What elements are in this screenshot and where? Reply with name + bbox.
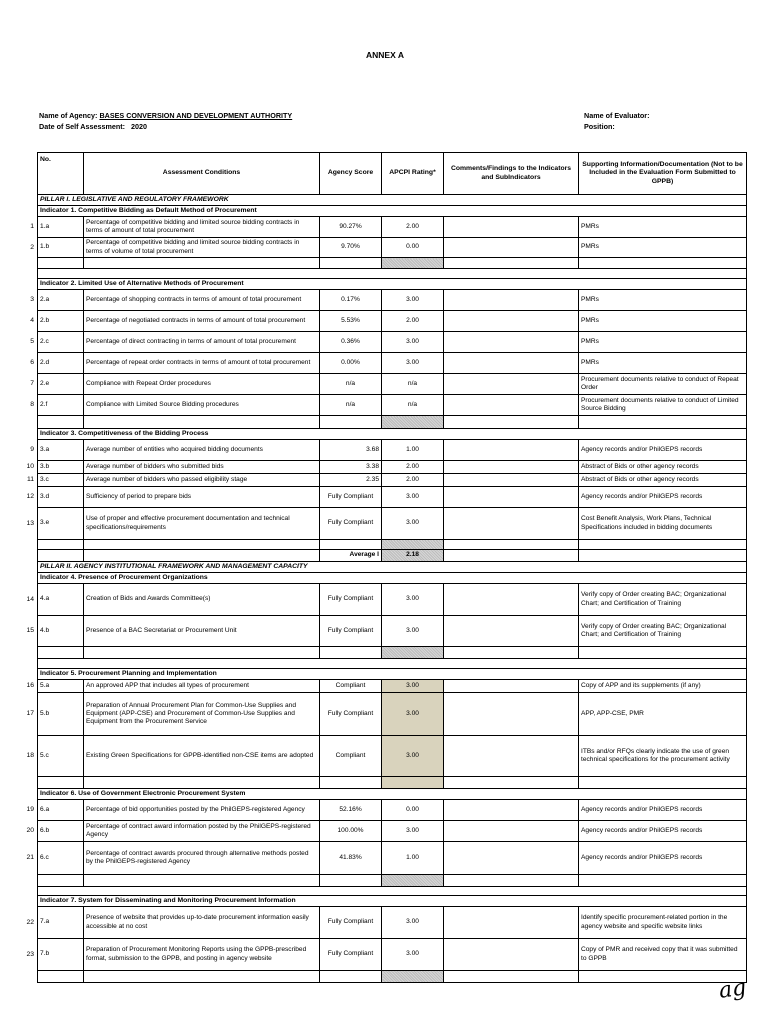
row-condition: Preparation of Annual Procurement Plan for Common-Use Supplies and Equipment (APP-CSE) and Procurement of Common-Use Supplies and Equipment from the Procurement Service <box>84 693 320 736</box>
row-code: 2.a <box>38 290 84 311</box>
indicator-7-title: Indicator 7. System for Disseminating and Monitoring Procurement Information <box>38 896 747 907</box>
header-comments: Comments/Findings to the Indicators and SubIndicators <box>444 153 579 195</box>
row-code: 3.e <box>38 508 84 540</box>
row-comments <box>444 311 579 332</box>
row-number: 3 <box>30 296 34 303</box>
row-supporting-info: PMRs <box>579 217 747 238</box>
row-apcpi-rating: 3.00 <box>382 353 444 374</box>
header-rating: APCPI Rating* <box>382 153 444 195</box>
row-number: 22 <box>26 918 34 926</box>
row-agency-score: Fully Compliant <box>320 939 382 971</box>
row-agency-score: 90.27% <box>320 217 382 238</box>
row-code: 1.a <box>38 217 84 238</box>
row-comments <box>444 395 579 416</box>
row-condition: Percentage of competitive bidding and limited source bidding contracts in terms of amount of total procurement <box>84 217 320 238</box>
row-supporting-info: PMRs <box>579 353 747 374</box>
row-comments <box>444 353 579 374</box>
indicator-6-title: Indicator 6. Use of Government Electronic Procurement System <box>38 789 747 800</box>
indicator-2-title: Indicator 2. Limited Use of Alternative Methods of Procurement <box>38 279 747 290</box>
row-apcpi-rating: n/a <box>382 395 444 416</box>
row-agency-score: 2.35 <box>320 474 382 487</box>
row-supporting-info: APP, APP-CSE, PMR <box>579 693 747 736</box>
row-number: 10 <box>26 463 34 470</box>
table-row <box>38 616 747 647</box>
row-supporting-info: Copy of APP and its supplements (if any) <box>579 680 747 693</box>
row-condition: An approved APP that includes all types of procurement <box>84 680 320 693</box>
row-agency-score: 9.70% <box>320 238 382 258</box>
row-code: 2.e <box>38 374 84 395</box>
row-number: 7 <box>30 380 34 387</box>
row-number: 1 <box>30 223 34 230</box>
handwritten-initials: ag <box>717 975 748 1004</box>
row-comments <box>444 332 579 353</box>
row-condition: Percentage of direct contracting in terms of amount of total procurement <box>84 332 320 353</box>
row-code: 6.b <box>38 821 84 842</box>
row-agency-score: Compliant <box>320 736 382 777</box>
table-row <box>38 474 747 487</box>
row-number: 17 <box>26 710 34 717</box>
evaluator-meta <box>584 110 650 132</box>
row-code: 2.b <box>38 311 84 332</box>
table-row <box>38 217 747 238</box>
row-number: 5 <box>30 338 34 345</box>
row-code: 5.b <box>38 693 84 736</box>
agency-meta <box>39 110 292 132</box>
row-number: 11 <box>26 476 34 483</box>
row-code: 3.a <box>38 440 84 461</box>
row-number: 16 <box>26 682 34 689</box>
indicator-1-title: Indicator 1. Competitive Bidding as Default Method of Procurement <box>38 206 747 217</box>
row-condition: Percentage of contract awards procured through alternative methods posted by the PhilGEPS-registered Agency <box>84 842 320 875</box>
row-apcpi-rating: 3.00 <box>382 939 444 971</box>
row-apcpi-rating: 2.00 <box>382 474 444 487</box>
row-condition: Compliance with Repeat Order procedures <box>84 374 320 395</box>
table-row <box>38 508 747 540</box>
average-row <box>38 550 747 562</box>
row-number: 13 <box>26 519 34 527</box>
row-supporting-info: PMRs <box>579 311 747 332</box>
table-row <box>38 736 747 777</box>
row-agency-score: Fully Compliant <box>320 693 382 736</box>
header-conditions: Assessment Conditions <box>84 153 320 195</box>
row-comments <box>444 800 579 821</box>
row-number: 9 <box>30 446 34 453</box>
row-comments <box>444 680 579 693</box>
row-code: 5.a <box>38 680 84 693</box>
row-apcpi-rating: 2.00 <box>382 217 444 238</box>
table-row <box>38 332 747 353</box>
row-supporting-info: Procurement documents relative to conduct of Limited Source Bidding <box>579 395 747 416</box>
row-supporting-info: Copy of PMR and received copy that it was submitted to GPPB <box>579 939 747 971</box>
row-number: 23 <box>26 950 34 958</box>
row-comments <box>444 374 579 395</box>
row-apcpi-rating: 3.00 <box>382 508 444 540</box>
table-row <box>38 395 747 416</box>
table-row <box>38 939 747 971</box>
row-supporting-info: Verify copy of Order creating BAC; Organizational Chart; and Certification of Training <box>579 584 747 616</box>
row-apcpi-rating: 3.00 <box>382 487 444 508</box>
row-supporting-info: Procurement documents relative to conduct of Repeat Order <box>579 374 747 395</box>
assessment-table <box>37 152 747 983</box>
row-agency-score: 3.68 <box>320 440 382 461</box>
row-comments <box>444 842 579 875</box>
row-condition: Presence of a BAC Secretariat or Procurement Unit <box>84 616 320 647</box>
row-supporting-info: Abstract of Bids or other agency records <box>579 474 747 487</box>
table-row <box>38 907 747 939</box>
pillar-2-title: PILLAR II. AGENCY INSTITUTIONAL FRAMEWORK AND MANAGEMENT CAPACITY <box>38 562 747 573</box>
row-number: 6 <box>30 359 34 366</box>
row-code: 7.a <box>38 907 84 939</box>
row-comments <box>444 238 579 258</box>
row-supporting-info: Agency records and/or PhilGEPS records <box>579 821 747 842</box>
row-apcpi-rating: 3.00 <box>382 907 444 939</box>
annex-title: ANNEX A <box>366 50 404 60</box>
row-code: 7.b <box>38 939 84 971</box>
date-label: Date of Self Assessment: <box>39 122 126 131</box>
row-comments <box>444 584 579 616</box>
header-no: No. <box>38 153 84 195</box>
table-row <box>38 374 747 395</box>
row-agency-score: 0.17% <box>320 290 382 311</box>
row-number: 18 <box>26 752 34 759</box>
row-code: 4.b <box>38 616 84 647</box>
table-row <box>38 311 747 332</box>
row-condition: Use of proper and effective procurement documentation and technical specifications/requirements <box>84 508 320 540</box>
table-row <box>38 353 747 374</box>
row-comments <box>444 461 579 474</box>
row-agency-score: Compliant <box>320 680 382 693</box>
row-agency-score: 100.00% <box>320 821 382 842</box>
row-condition: Percentage of shopping contracts in terms of amount of total procurement <box>84 290 320 311</box>
row-condition: Percentage of competitive bidding and limited source bidding contracts in terms of volume of total procurement <box>84 238 320 258</box>
row-number: 15 <box>26 627 34 634</box>
row-supporting-info: PMRs <box>579 332 747 353</box>
row-comments <box>444 487 579 508</box>
row-comments <box>444 290 579 311</box>
agency-label: Name of Agency: <box>39 111 98 120</box>
row-comments <box>444 508 579 540</box>
row-apcpi-rating: 3.00 <box>382 821 444 842</box>
row-supporting-info: Agency records and/or PhilGEPS records <box>579 440 747 461</box>
row-condition: Average number of entities who acquired bidding documents <box>84 440 320 461</box>
row-agency-score: 41.83% <box>320 842 382 875</box>
row-apcpi-rating: 0.00 <box>382 238 444 258</box>
date-value: 2020 <box>131 122 148 131</box>
indicator-5-title: Indicator 5. Procurement Planning and Implementation <box>38 669 747 680</box>
row-agency-score: Fully Compliant <box>320 616 382 647</box>
table-row <box>38 461 747 474</box>
pillar-1-title: PILLAR I. LEGISLATIVE AND REGULATORY FRAMEWORK <box>38 195 747 206</box>
row-number: 12 <box>26 493 34 500</box>
row-agency-score: 5.53% <box>320 311 382 332</box>
table-row <box>38 842 747 875</box>
row-number: 2 <box>30 243 34 251</box>
row-supporting-info: Abstract of Bids or other agency records <box>579 461 747 474</box>
row-code: 2.f <box>38 395 84 416</box>
row-condition: Average number of bidders who submitted bids <box>84 461 320 474</box>
row-supporting-info: Cost Benefit Analysis, Work Plans, Technical Specifications included in bidding documents <box>579 508 747 540</box>
row-condition: Average number of bidders who passed eligibility stage <box>84 474 320 487</box>
header-score: Agency Score <box>320 153 382 195</box>
row-code: 3.b <box>38 461 84 474</box>
row-agency-score: 52.16% <box>320 800 382 821</box>
row-agency-score: n/a <box>320 395 382 416</box>
row-agency-score: 0.36% <box>320 332 382 353</box>
row-code: 6.c <box>38 842 84 875</box>
table-row <box>38 440 747 461</box>
row-supporting-info: Verify copy of Order creating BAC; Organizational Chart; and Certification of Training <box>579 616 747 647</box>
row-condition: Percentage of contract award information posted by the PhilGEPS-registered Agency <box>84 821 320 842</box>
row-apcpi-rating: 1.00 <box>382 842 444 875</box>
row-condition: Presence of website that provides up-to-date procurement information easily accessible at no cost <box>84 907 320 939</box>
row-apcpi-rating: 2.00 <box>382 311 444 332</box>
position-label: Position: <box>584 122 615 131</box>
row-supporting-info: ITBs and/or RFQs clearly indicate the use of green technical specifications for the procurement activity <box>579 736 747 777</box>
table-row <box>38 584 747 616</box>
row-condition: Sufficiency of period to prepare bids <box>84 487 320 508</box>
table-row <box>38 680 747 693</box>
table-row <box>38 290 747 311</box>
row-apcpi-rating: 3.00 <box>382 584 444 616</box>
row-supporting-info: Agency records and/or PhilGEPS records <box>579 842 747 875</box>
row-comments <box>444 693 579 736</box>
row-code: 3.d <box>38 487 84 508</box>
average-value: 2.18 <box>382 550 444 562</box>
row-supporting-info: Agency records and/or PhilGEPS records <box>579 487 747 508</box>
row-apcpi-rating: n/a <box>382 374 444 395</box>
row-comments <box>444 440 579 461</box>
row-apcpi-rating: 1.00 <box>382 440 444 461</box>
row-supporting-info: PMRs <box>579 290 747 311</box>
row-number: 20 <box>26 827 34 834</box>
row-agency-score: n/a <box>320 374 382 395</box>
table-row <box>38 800 747 821</box>
row-agency-score: Fully Compliant <box>320 584 382 616</box>
row-condition: Percentage of repeat order contracts in terms of amount of total procurement <box>84 353 320 374</box>
table-row <box>38 693 747 736</box>
agency-name: BASES CONVERSION AND DEVELOPMENT AUTHORITY <box>99 111 293 120</box>
row-number: 19 <box>26 806 34 813</box>
row-code: 6.a <box>38 800 84 821</box>
row-code: 2.c <box>38 332 84 353</box>
row-apcpi-rating: 3.00 <box>382 736 444 777</box>
row-apcpi-rating: 2.00 <box>382 461 444 474</box>
row-apcpi-rating: 3.00 <box>382 680 444 693</box>
row-agency-score: 0.00% <box>320 353 382 374</box>
indicator-4-title: Indicator 4. Presence of Procurement Organizations <box>38 573 747 584</box>
row-number: 4 <box>30 317 34 324</box>
row-agency-score: Fully Compliant <box>320 907 382 939</box>
table-row <box>38 487 747 508</box>
row-number: 14 <box>26 595 34 603</box>
row-comments <box>444 907 579 939</box>
average-label: Average I <box>320 550 382 562</box>
row-apcpi-rating: 3.00 <box>382 693 444 736</box>
row-supporting-info: Agency records and/or PhilGEPS records <box>579 800 747 821</box>
row-apcpi-rating: 3.00 <box>382 616 444 647</box>
indicator-3-title: Indicator 3. Competitiveness of the Bidding Process <box>38 429 747 440</box>
row-comments <box>444 939 579 971</box>
header-supporting: Supporting Information/Documentation (Not to be Included in the Evaluation Form Submitted to GPPB) <box>579 153 747 195</box>
row-comments <box>444 821 579 842</box>
evaluator-label: Name of Evaluator: <box>584 111 650 120</box>
row-agency-score: Fully Compliant <box>320 487 382 508</box>
row-code: 1.b <box>38 238 84 258</box>
row-number: 21 <box>26 854 34 861</box>
row-supporting-info: Identify specific procurement-related portion in the agency website and specific website links <box>579 907 747 939</box>
row-code: 2.d <box>38 353 84 374</box>
row-condition: Preparation of Procurement Monitoring Reports using the GPPB-prescribed format, submission to the GPPB, and posting in agency website <box>84 939 320 971</box>
row-agency-score: Fully Compliant <box>320 508 382 540</box>
row-comments <box>444 616 579 647</box>
row-apcpi-rating: 0.00 <box>382 800 444 821</box>
row-comments <box>444 736 579 777</box>
row-apcpi-rating: 3.00 <box>382 332 444 353</box>
row-condition: Percentage of negotiated contracts in terms of amount of total procurement <box>84 311 320 332</box>
row-comments <box>444 217 579 238</box>
table-row <box>38 821 747 842</box>
row-supporting-info: PMRs <box>579 238 747 258</box>
row-comments <box>444 474 579 487</box>
row-code: 4.a <box>38 584 84 616</box>
row-condition: Percentage of bid opportunities posted by the PhilGEPS-registered Agency <box>84 800 320 821</box>
row-code: 5.c <box>38 736 84 777</box>
row-code: 3.c <box>38 474 84 487</box>
row-apcpi-rating: 3.00 <box>382 290 444 311</box>
row-condition: Creation of Bids and Awards Committee(s) <box>84 584 320 616</box>
row-agency-score: 3.38 <box>320 461 382 474</box>
table-row <box>38 238 747 258</box>
row-condition: Compliance with Limited Source Bidding procedures <box>84 395 320 416</box>
row-number: 8 <box>30 401 34 408</box>
table-header <box>38 153 747 195</box>
row-condition: Existing Green Specifications for GPPB-identified non-CSE items are adopted <box>84 736 320 777</box>
